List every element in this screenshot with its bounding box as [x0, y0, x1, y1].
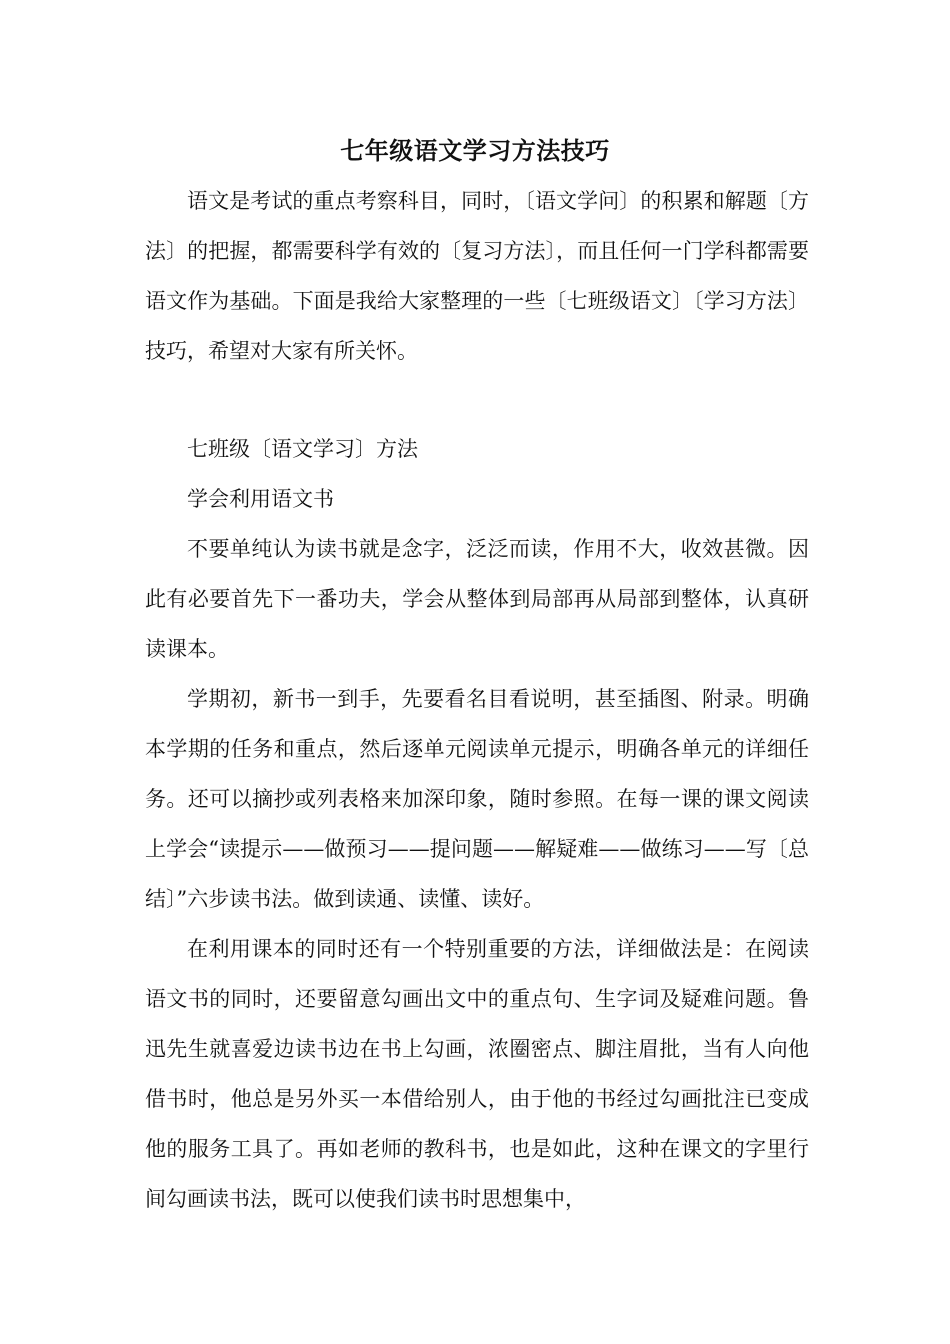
- document-title: 七年级语文学习方法技巧: [340, 136, 610, 165]
- intro-block: [145, 176, 809, 376]
- section-heading: 七班级〔语文学习〕方法: [187, 437, 418, 461]
- body-paragraph: 学期初，新书一到手，先要看名目看说明，甚至插图、附录。明确本学期的任务和重点，然后逐单元阅读单元提示，明确各单元的详细任务。还可以摘抄或列表格来加深印象，随时参照。在每一课的课文阅读上学会“读提示——做预习——提问题——解疑难——做练习——写〔总结〕”六步读书法。做到读通、读懂、读好。: [145, 687, 809, 911]
- intro-paragraph: 语文是考试的重点考察科目，同时，〔语文学问〕的积累和解题〔方法〕的把握，都需要科学有效的〔复习方法〕，而且任何一门学科都需要语文作为基础。下面是我给大家整理的一些〔七班级语文〕〔学习方法〕技巧，希望对大家有所关怀。: [145, 189, 809, 363]
- body-paragraph: 不要单纯认为读书就是念字，泛泛而读，作用不大，收效甚微。因此有必要首先下一番功夫，学会从整体到局部再从局部到整体，认真研读课本。: [145, 537, 809, 661]
- section-block: [145, 424, 809, 1224]
- body-paragraph: 在利用课本的同时还有一个特别重要的方法，详细做法是：在阅读语文书的同时，还要留意勾画出文中的重点句、生字词及疑难问题。鲁迅先生就喜爱边读书边在书上勾画，浓圈密点、脚注眉批，当有人向他借书时，他总是另外买一本借给别人，由于他的书经过勾画批注已变成他的服务工具了。再如老师的教科书，也是如此，这种在课文的字里行间勾画读书法，既可以使我们读书时思想集中，: [145, 937, 809, 1211]
- subsection-heading: 学会利用语文书: [187, 487, 334, 511]
